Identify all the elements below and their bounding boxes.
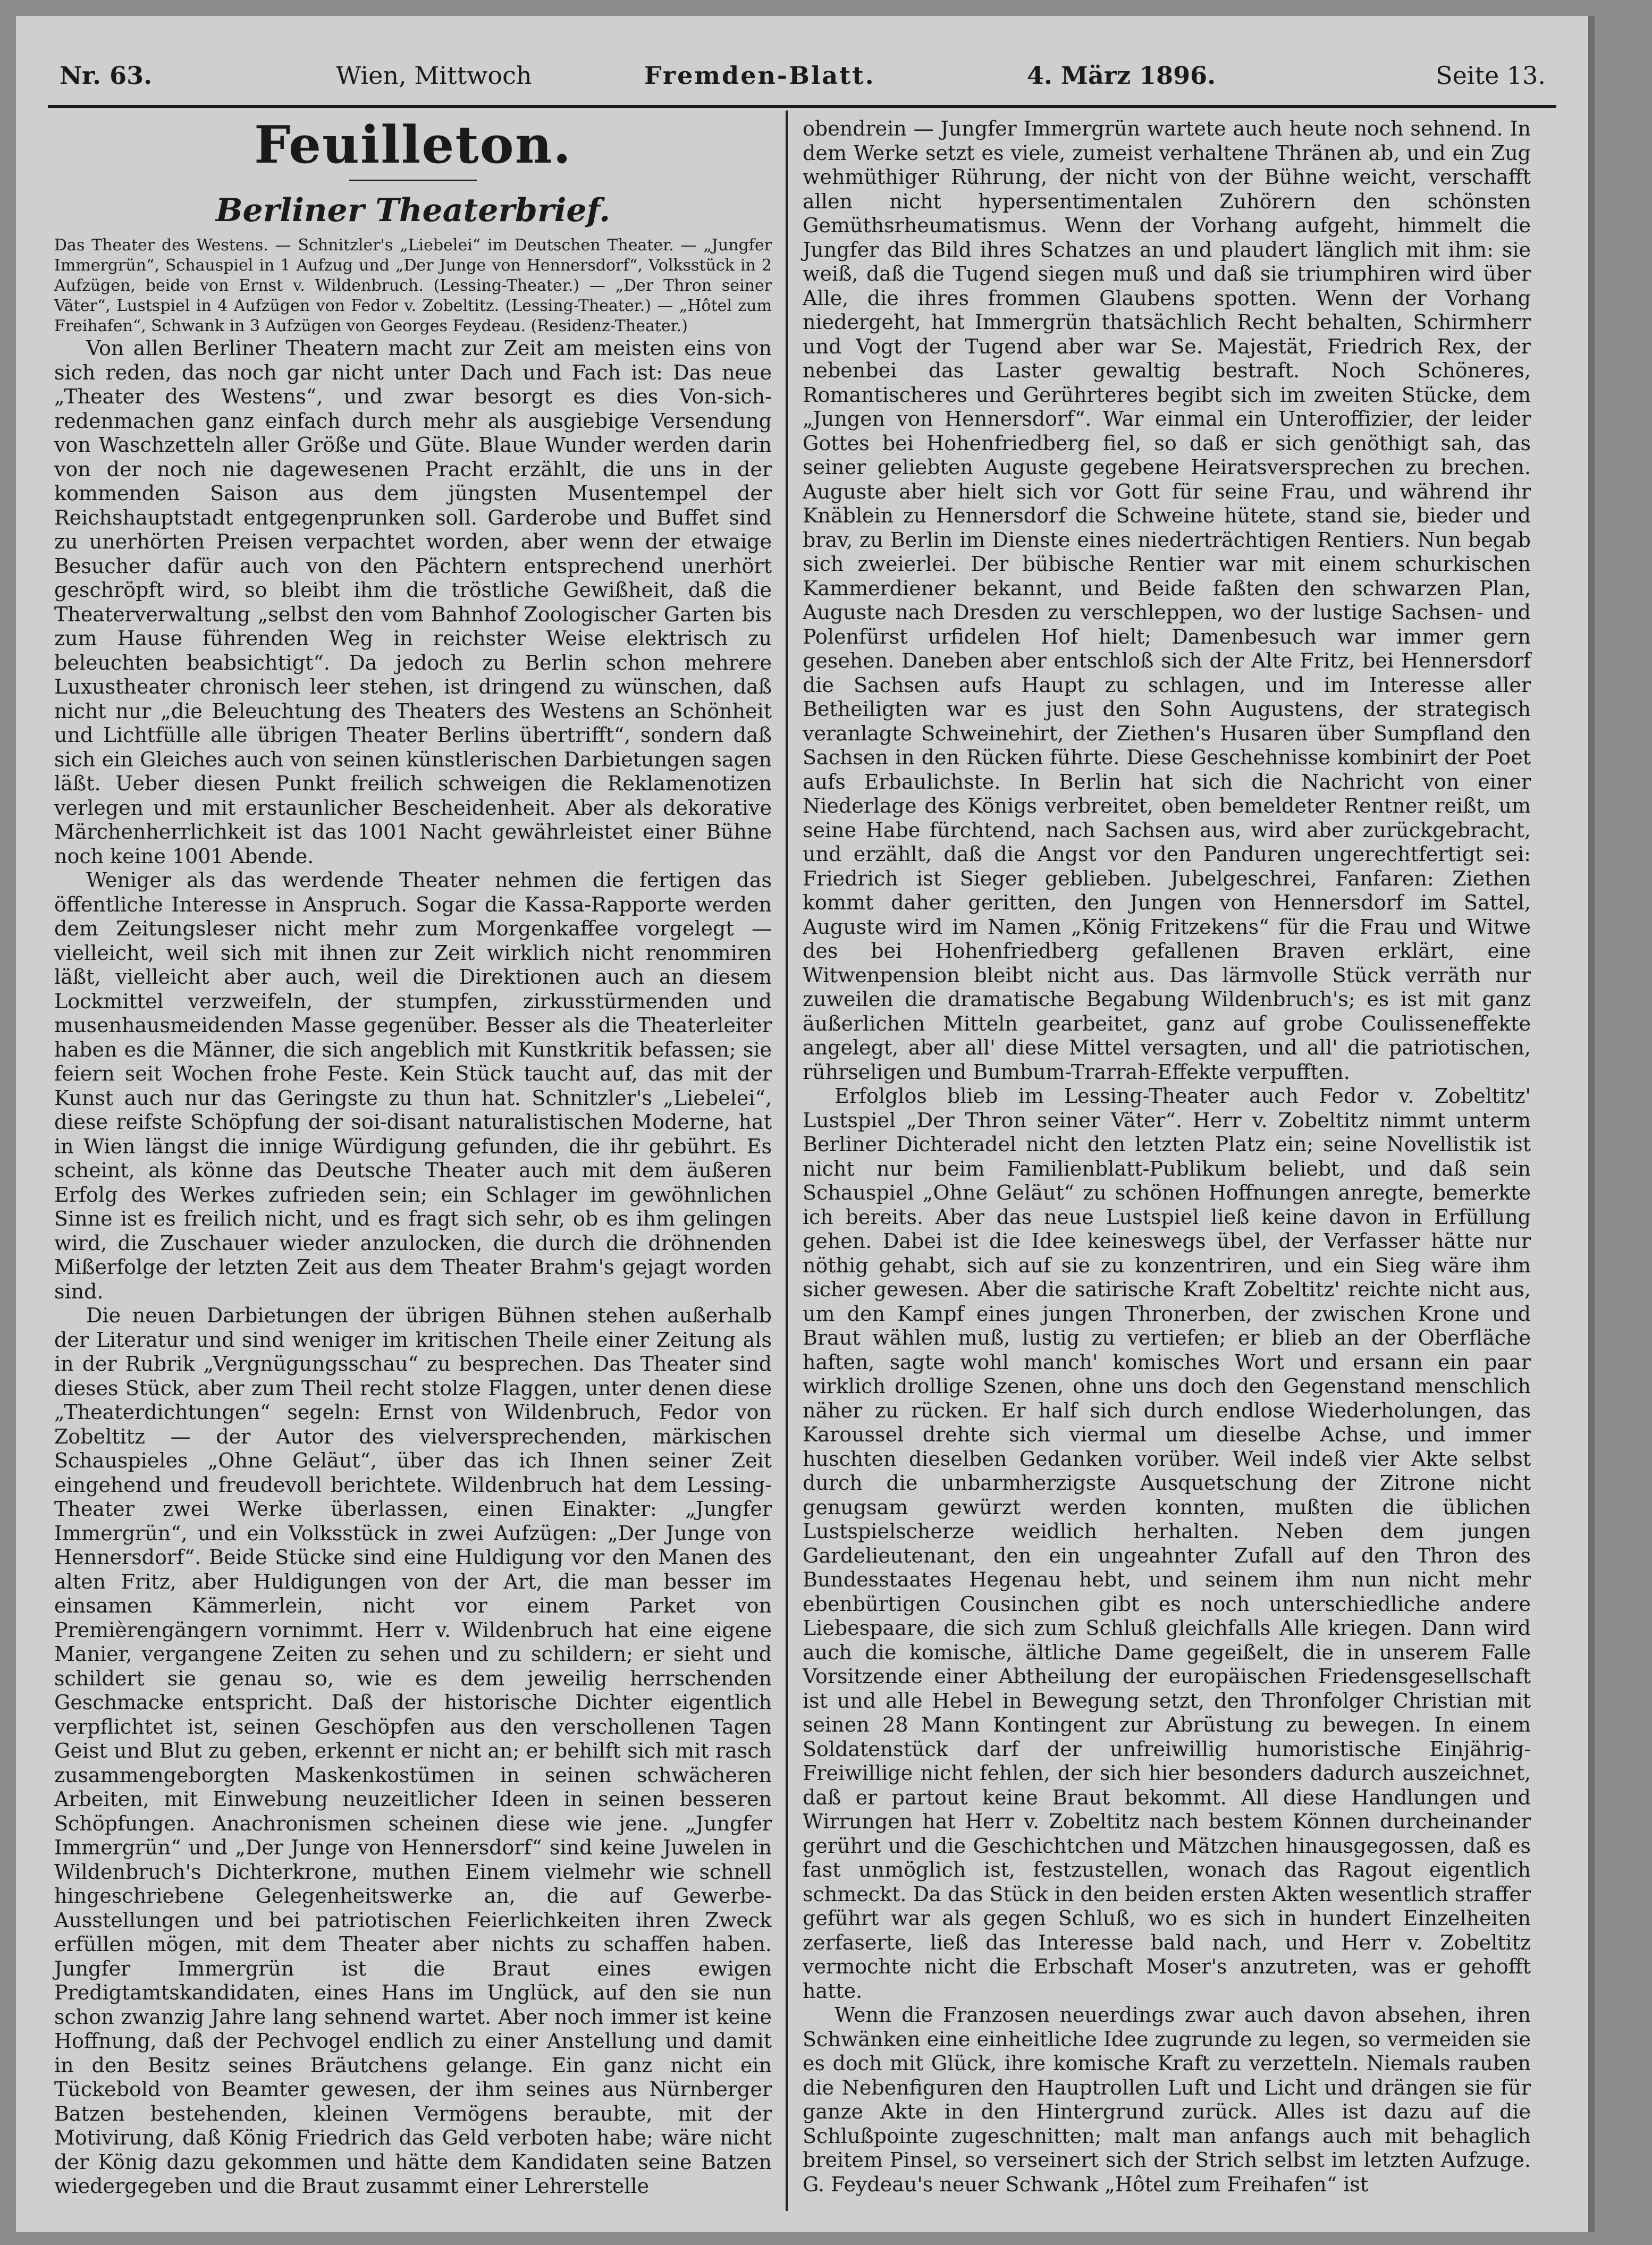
- masthead: [49, 45, 1556, 93]
- paragraph: Weniger als das werdende Theater nehmen die fertigen das öffentliche Interesse in Anspruch. Sogar die Kassa-Rapporte werden dem Zeitungsleser nicht mehr zum Morgenkaffee vorgelegt — vielleicht, weil sich mit ihnen zur Zeit wirklich nicht renommiren läßt, vielleicht aber auch, weil die Direktionen auch an diesem Lockmittel verzweifeln, der stumpfen, zirkusstürmenden und musenhausmeidenden Masse gegenüber. Besser als die Theaterleiter haben es die Männer, die sich angeblich mit Kunstkritik befassen; sie feiern seit Wochen frohe Feste. Kein Stück taucht auf, das mit der Kunst auch nur das Geringste zu thun hat. Schnitzler's „Liebelei“, diese reifste Schöpfung der soi-disant naturalistischen Moderne, hat in Wien längst die innige Würdigung gefunden, die ihr gebührt. Es scheint, als könne das Deutsche Theater auch mit dem äußeren Erfolg des Werkes zufrieden sein; ein Schlager im gewöhnlichen Sinne ist es freilich nicht, und es fragt sich sehr, ob es ihm gelingen wird, die Zuschauer wieder anzulocken, die durch die dröhnenden Mißerfolge der letzten Zeit aus dem Theater Brahm's gejagt worden sind.: [54, 868, 772, 1303]
- paragraph: Die neuen Darbietungen der übrigen Bühnen stehen außerhalb der Literatur und sind weniger im kritischen Theile einer Zeitung als in der Rubrik „Vergnügungsschau“ zu besprechen. Das Theater sind dieses Stück, aber zum Theil recht stolze Flaggen, unter denen diese „Theaterdichtungen“ segeln: Ernst von Wildenbruch, Fedor von Zobeltitz — der Autor des vielversprechenden, märkischen Schauspieles „Ohne Geläut“, über das ich Ihnen seiner Zeit eingehend und freudevoll berichtete. Wildenbruch hat dem Lessing-Theater zwei Werke überlassen, einen Einakter: „Jungfer Immergrün“, und ein Volksstück in zwei Aufzügen: „Der Junge von Hennersdorf“. Beide Stücke sind eine Huldigung vor den Manen des alten Fritz, aber Huldigungen von der Art, die man besser im einsamen Kämmerlein, nicht vor einem Parket von Premièrengängern vornimmt. Herr v. Wildenbruch hat eine eigene Manier, vergangene Zeiten zu sehen und zu schildern; er sieht und schildert sie genau so, wie es dem jeweilig herrschenden Geschmacke entspricht. Daß der historische Dichter eigentlich verpflichtet ist, seinen Geschöpfen aus den verschollenen Tagen Geist und Blut zu geben, erkennt er nicht an; er behilft sich mit rasch zusammengeborgten Maskenkostümen in seinen schwächeren Arbeiten, mit Einwebung neuzeitlicher Ideen in seinen besseren Schöpfungen. Anachronismen scheinen diese wie jene. „Jungfer Immergrün“ und „Der Junge von Hennersdorf“ sind keine Juwelen in Wildenbruch's Dichterkrone, muthen Einem vielmehr wie schnell hingeschriebene Gelegenheitswerke an, die auf Gewerbe-Ausstellungen und bei patriotischen Feierlichkeiten ihren Zweck erfüllen mögen, mit dem Theater aber nichts zu schaffen haben. Jungfer Immergrün ist die Braut eines ewigen Predigtamtskandidaten, eines Hans im Unglück, auf den sie nun schon zwanzig Jahre lang sehnend wartet. Aber noch immer ist keine Hoffnung, daß der Pechvogel endlich zu einer Anstellung und damit in den Besitz seines Bräutchens gelange. Ein ganz nicht ein Tückebold von Beamter gewesen, der ihm seines aus Nürnberger Batzen bestehenden, kleinen Vermögens beraubte, mit der Motivirung, daß König Friedrich das Geld verboten habe; wäre nicht der König dazu gekommen und hätte dem Kandidaten seine Batzen wiedergegeben und die Braut zusammt einer Lehrerstelle: [54, 1304, 772, 2198]
- article-abstract: Das Theater des Westens. — Schnitzler's „Liebelei“ im Deutschen Theater. — „Jungfer Immergrün“, Schauspiel in 1 Aufzug und „Der Junge von Hennersdorf“, Volksstück in 2 Aufzügen, beide von Ernst v. Wildenbruch. (Lessing-Theater.) — „Der Thron seiner Väter“, Lustspiel in 4 Aufzügen von Fedor v. Zobeltitz. (Lessing-Theater.) — „Hôtel zum Freihafen“, Schwank in 3 Aufzügen von Georges Feydeau. (Residenz-Theater.): [54, 236, 772, 335]
- article-title: Berliner Theaterbrief.: [215, 192, 611, 229]
- column-right: [803, 117, 1531, 2197]
- paragraph: obendrein — Jungfer Immergrün wartete auch heute noch sehnend. In dem Werke setzt es viele, zumeist verhaltene Thränen ab, und ein Zug wehmüthiger Rührung, der nicht von der Bühne weicht, verschafft allen nicht hypersentimentalen Zuhörern den schönsten Gemüthsrheumatismus. Wenn der Vorhang aufgeht, himmelt die Jungfer das Bild ihres Schatzes an und plaudert länglich mit ihm: sie weiß, daß die Tugend siegen muß und daß sie triumphiren wird über Alle, die ihres frommen Glaubens spotten. Wenn der Vorhang niedergeht, hat Immergrün thatsächlich Recht behalten, Schirmherr und Vogt der Tugend aber war Se. Majestät, Friedrich Rex, der nebenbei das Laster gewaltig bestraft. Noch Schöneres, Romantischeres und Gerührteres begibt sich im zweiten Stücke, dem „Jungen von Hennersdorf“. War einmal ein Unteroffizier, der leider Gottes bei Hohenfriedberg fiel, so daß er sich genöthigt sah, das seiner geliebten Auguste gegebene Heiratsversprechen zu brechen. Auguste aber hielt sich vor Gott für seine Frau, und während ihr Knäblein zu Hennersdorf die Schweine hütete, stand sie, bieder und brav, zu Berlin im Dienste eines niederträchtigen Rentiers. Nun begab sich zweierlei. Der bübische Rentier war mit einem schurkischen Kammerdiener bekannt, und Beide faßten den schwarzen Plan, Auguste nach Dresden zu verschleppen, wo der lustige Sachsen- und Polenfürst urfidelen Hof hielt; Damenbesuch war immer gern gesehen. Daneben aber entschloß sich der Alte Fritz, bei Hennersdorf die Sachsen aufs Haupt zu schlagen, und im Interesse aller Betheiligten war es just den Sohn Augustens, der strategisch veranlagte Schweinehirt, der Ziethen's Husaren über Sumpfland den Sachsen in den Rücken führte. Diese Geschehnisse kombinirt der Poet aufs Erbaulichste. In Berlin hat sich die Nachricht von einer Niederlage des Königs verbreitet, oben bemeldeter Rentner reißt, um seine Habe fürchtend, nach Sachsen aus, wird aber zurückgebracht, und erzählt, daß die Angst vor den Panduren ungerechtfertigt sei: Friedrich ist Sieger geblieben. Jubelgeschrei, Fanfaren: Ziethen kommt daher geritten, den Jungen von Hennersdorf im Sattel, Auguste wird im Namen „König Fritzekens“ für die Frau und Witwe des bei Hohenfriedberg gefallenen Braven erklärt, eine Witwenpension bleibt nicht aus. Das lärmvolle Stück verräth nur zuweilen die dramatische Begabung Wildenbruch's; es ist mit ganz äußerlichen Mitteln gearbeitet, ganz auf grobe Coulisseneffekte angelegt, aber all' diese Mittel versagten, und all' die patriotischen, rührseligen und Bumbum-Trarrah-Effekte verpufften.: [803, 117, 1531, 1084]
- paragraph: Von allen Berliner Theatern macht zur Zeit am meisten eins von sich reden, das noch gar nicht unter Dach und Fach ist: Das neue „Theater des Westens“, und zwar besorgt es dies Von-sich-redenmachen ganz einfach durch mehr als ausgiebige Versendung von Waschzetteln aller Größe und Güte. Blaue Wunder werden darin von der noch nie dagewesenen Pracht erzählt, die uns in der kommenden Saison aus dem jüngsten Musentempel der Reichshauptstadt entgegenprunken soll. Garderobe und Buffet sind zu unerhörten Preisen verpachtet worden, aber wenn der etwaige Besucher dafür auch von den Pächtern entsprechend unerhört geschröpft wird, so bleibt ihm die tröstliche Gewißheit, daß die Theaterverwaltung „selbst den vom Bahnhof Zoologischer Garten bis zum Hause führenden Weg in reichster Weise elektrisch zu beleuchten beabsichtigt“. Da jedoch zu Berlin schon mehrere Luxustheater chronisch leer stehen, ist dringend zu wünschen, daß nicht nur „die Beleuchtung des Theaters des Westens an Schönheit und Lichtfülle alle übrigen Theater Berlins übertrifft“, sondern daß sich ein Gleiches auch von seinen künstlerischen Darbietungen sagen läßt. Ueber diesen Punkt freilich schweigen die Reklamenotizen verlegen und mit erstaunlicher Bescheidenheit. Aber als dekorative Märchenherrlichkeit ist das 1001 Nacht gewährleistet einer Bühne noch keine 1001 Abende.: [54, 336, 772, 868]
- place-and-day: Wien, Mittwoch: [336, 61, 532, 90]
- column-left: [54, 111, 772, 2199]
- section-title: Feuilleton.: [254, 115, 572, 175]
- newspaper-name: Fremden-Blatt.: [644, 61, 875, 90]
- paragraph: Erfolglos blieb im Lessing-Theater auch Fedor v. Zobeltitz' Lustspiel „Der Thron seiner Väter“. Herr v. Zobeltitz nimmt unterm Berliner Dichteradel nicht den letzten Platz ein; seine Novellistik ist nicht nur beim Familienblatt-Publikum beliebt, und daß sein Schauspiel „Ohne Geläut“ zu schönen Hoffnungen anregte, bemerkte ich bereits. Aber das neue Lustspiel ließ keine davon in Erfüllung gehen. Dabei ist die Idee keineswegs übel, der Verfasser hätte nur nöthig gehabt, sich auf sie zu konzentriren, und ein Sieg wäre ihm sicher gewesen. Aber die satirische Kraft Zobeltitz' reichte nicht aus, um den Kampf eines jungen Thronerben, der zwischen Krone und Braut wählen muß, lustig zu vertiefen; er blieb an der Oberfläche haften, sagte wohl manch' komisches Wort und ersann ein paar wirklich drollige Szenen, ohne uns doch den Gegenstand menschlich näher zu rücken. Er half sich durch endlose Wiederholungen, das Karoussel drehte sich viermal um dieselbe Achse, und immer huschten dieselben Gedanken vorüber. Weil indeß vier Akte selbst durch die unbarmherzigste Ausquetschung der Zitrone nicht genugsam gewürzt werden konnten, mußten die üblichen Lustspielscherze weidlich herhalten. Neben dem jungen Gardelieutenant, den ein ungeahnter Zufall auf den Thron des Bundesstaates Hegenau hebt, und seinem ihm nun nicht mehr ebenbürtigen Cousinchen gibt es noch unterschiedliche andere Liebespaare, die sich zum Schluß gleichfalls Alle kriegen. Dann wird auch die komische, ältliche Dame gegeißelt, die in unserem Falle Vorsitzende einer Abtheilung der europäischen Friedensgesellschaft ist und alle Hebel in Bewegung setzt, den Thronfolger Christian mit seinen 28 Mann Kontingent zur Abrüstung zu bewegen. In einem Soldatenstück darf der unfreiwillig humoristische Einjährig-Freiwillige nicht fehlen, der sich hier besonders dadurch auszeichnet, daß er partout keine Braut bekommt. All diese Handlungen und Wirrungen hat Herr v. Zobeltitz nach bestem Können durcheinander gerührt und die Geschichtchen und Mätzchen hinausgegossen, daß es fast unmöglich ist, festzustellen, wonach das Ragout eigentlich schmeckt. Da das Stück in den beiden ersten Akten wesentlich straffer geführt war als gegen Schluß, wo es sich in hundert Einzelheiten zerfaserte, ließ das Interesse bald nach, und Herr v. Zobeltitz vermochte nicht die Erbschaft Moser's anzutreten, was er gehofft hatte.: [803, 1084, 1531, 2003]
- issue-number: Nr. 63.: [60, 61, 153, 90]
- column-divider: [786, 111, 788, 2211]
- newspaper-page: [16, 16, 1595, 2232]
- issue-date: 4. März 1896.: [1027, 61, 1216, 90]
- paragraph: Wenn die Franzosen neuerdings zwar auch davon absehen, ihren Schwänken eine einheitliche Idee zugrunde zu legen, so vermeiden sie es doch mit Glück, ihre komische Kraft zu verzetteln. Niemals rauben die Nebenfiguren den Hauptrollen Luft und Licht und drängen sie für ganze Akte in den Hintergrund zurück. Alles ist dazu auf die Schlußpointe zugeschnitten; malt man anfangs auch mit behaglich breitem Pinsel, so verseinert sich der Strich selbst im letzten Aufzuge. G. Feydeau's neuer Schwank „Hôtel zum Freihafen“ ist: [803, 2003, 1531, 2196]
- title-rule: [349, 180, 477, 181]
- page-number: Seite 13.: [1436, 61, 1546, 90]
- masthead-rule: [48, 105, 1556, 108]
